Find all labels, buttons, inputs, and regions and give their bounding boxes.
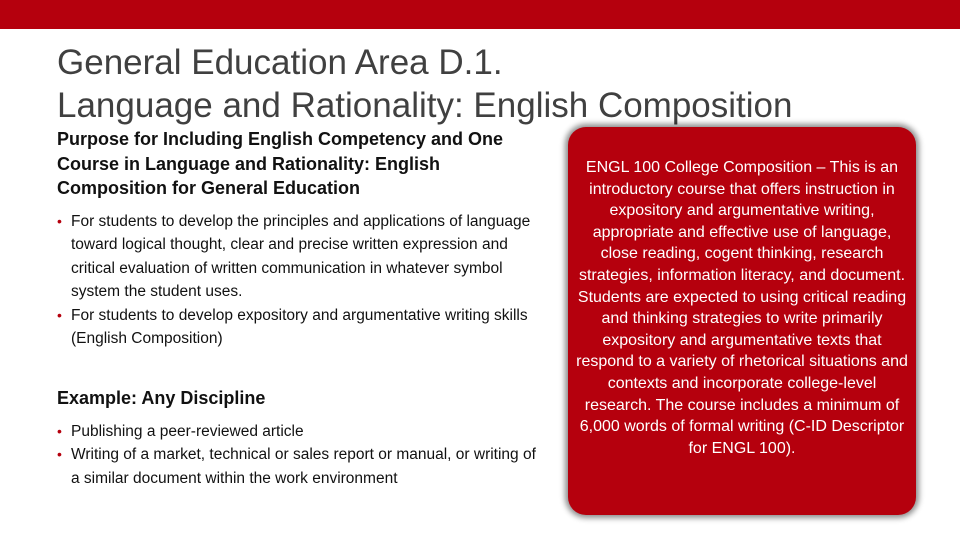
bullet-icon: • bbox=[57, 306, 62, 323]
example-bullet-list bbox=[57, 420, 547, 491]
course-description-box bbox=[568, 127, 916, 515]
course-description-text: ENGL 100 College Composition – This is an introductory course that offers instruction in expository and argumentative writing, appropriate and effective use of language, close reading, cogent thinking, research strategies, information literacy, and document. Students are expected to using critical reading and thinking strategies to write primarily expository and argumentative texts that respond to a variety of rhetorical situations and contexts and incorporate college-level research. The course includes a minimum of 6,000 words of formal writing (C-ID Descriptor for ENGL 100). bbox=[576, 159, 908, 457]
bullet-text: Publishing a peer-reviewed article bbox=[71, 422, 304, 440]
slide-title bbox=[57, 41, 937, 127]
purpose-heading: Purpose for Including English Competency and One Course in Language and Rationality: English Composition for General Education bbox=[57, 129, 504, 198]
bullet-text: For students to develop the principles and applications of language toward logical thought, clear and precise written expression and critical evaluation of written communication in whatever symbol system the student uses. bbox=[71, 212, 531, 301]
bullet-icon: • bbox=[57, 446, 62, 463]
bullet-icon: • bbox=[57, 212, 62, 229]
purpose-bullet-list bbox=[57, 210, 547, 352]
list-item bbox=[57, 443, 541, 490]
title-line-1: General Education Area D.1. bbox=[57, 43, 503, 82]
title-line-2: Language and Rationality: English Composition bbox=[57, 86, 793, 125]
list-item bbox=[57, 210, 541, 304]
bullet-text: For students to develop expository and argumentative writing skills (English Composition) bbox=[71, 306, 528, 348]
bullet-text: Writing of a market, technical or sales report or manual, or writing of a similar document within the work environment bbox=[71, 446, 536, 487]
header-accent-bar bbox=[0, 0, 960, 29]
content-column bbox=[57, 127, 547, 490]
example-heading: Example: Any Discipline bbox=[57, 388, 266, 409]
list-item bbox=[57, 304, 541, 351]
bullet-icon: • bbox=[57, 422, 62, 439]
list-item bbox=[57, 420, 541, 444]
